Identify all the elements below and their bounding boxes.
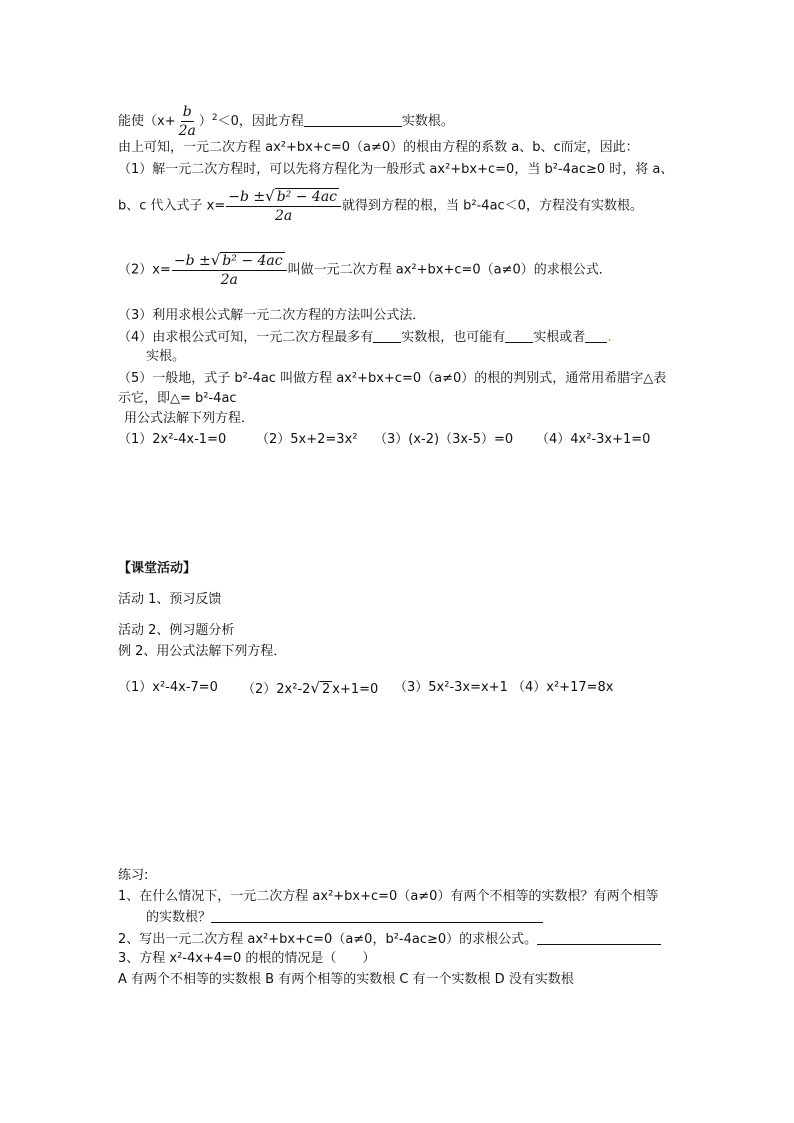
fraction-numerator: b [182,104,192,120]
intro-line-9: （5）一般地，式子 b²-4ac 叫做方程 ax²+bx+c=0（a≠0）的根的判别式，通常用希腊字△表 [118,371,667,386]
example-equation-4: （4）x²+17=8x [512,680,614,695]
text: 的实数根？ [146,910,212,925]
text: 叫做一元二次方程 ax²+bx+c=0（a≠0）的求根公式． [287,262,612,278]
superscript: 2 [211,113,218,123]
text: 实数根。 [401,114,454,129]
quadratic-formula [226,187,341,225]
text: x+1=0 [332,682,379,697]
quadratic-formula [172,251,287,289]
practice-q2 [118,930,661,949]
text: 2、写出一元二次方程 ax²+bx+c=0（a≠0，b²-4ac≥0）的求根公式。 [118,932,538,947]
answer-blank[interactable] [304,112,402,127]
square-root: √ b² − 4ac [210,251,283,269]
text: 能使（x+ [118,114,176,129]
intro-line-3: （1）解一元二次方程时，可以先将方程化为一般形式 ax²+bx+c=0，当 b²-4ac≥0 时，将 a、 [118,162,674,177]
equation-2: （2）5x+2=3x² [256,432,358,447]
text: . [607,330,612,345]
formula-numerator [172,251,287,271]
text: （4）由求根公式可知，一元二次方程最多有 [118,330,374,345]
formula-denominator: 2a [275,208,293,224]
formula-minus-b: −b ± [228,189,266,205]
intro-line-7 [118,328,611,347]
answer-blank[interactable] [585,328,607,343]
radicand: 2 [321,682,331,697]
example-equation-2 [242,679,378,699]
intro-line-4 [118,187,643,225]
section-title-activity: 【课堂活动】 [118,561,197,576]
text: 实数根，也可能有 [401,330,506,345]
fraction-denominator: 2a [178,123,196,139]
square-root: √ 2 [310,679,331,697]
practice-q3: 3、方程 x²-4x+4=0 的根的情况是（ ） [118,951,376,966]
intro-line-8: 实根。 [146,349,186,364]
example-equation-3: （3）5x²-3x=x+1 [394,680,508,695]
intro-line-10: 示它，即△= b²-4ac [118,391,237,406]
answer-blank[interactable] [211,908,543,923]
text: （2）x= [118,262,171,278]
text: 就得到方程的根，当 b²-4ac＜0，方程没有实数根。 [342,198,643,214]
intro-line-6: （3）利用求根公式解一元二次方程的方法叫公式法． [118,308,426,323]
fraction-b-over-2a [177,103,198,140]
radicand: b² − 4ac [222,253,283,269]
text: 实根或者 [533,330,586,345]
intro-line-2: 由上可知，一元二次方程 ax²+bx+c=0（a≠0）的根由方程的系数 a、b、c而定，因此： [118,140,639,155]
practice-title: 练习: [118,868,149,883]
activity-2: 活动 2、例习题分析 [118,623,235,638]
text: ＜0，因此方程 [217,114,304,129]
practice-q1: 1、在什么情况下，一元二次方程 ax²+bx+c=0（a≠0）有两个不相等的实数根？有两个相等 [118,889,659,904]
answer-blank[interactable] [373,328,401,343]
formula-numerator [226,187,341,207]
answer-blank[interactable] [505,328,533,343]
equation-4: （4）4x²-3x+1=0 [536,432,651,447]
radicand: b² − 4ac [276,189,338,205]
practice-q1-cont [146,908,543,927]
practice-q3-options: A 有两个不相等的实数根 B 有两个相等的实数根 C 有一个实数根 D 没有实数根 [118,972,574,987]
example-equation-1: （1）x²-4x-7=0 [118,680,218,695]
equation-1: （1）2x²-4x-1=0 [118,432,227,447]
answer-blank[interactable] [537,930,661,945]
intro-line-1 [118,103,454,140]
formula-denominator: 2a [220,272,238,288]
square-root: √ b² − 4ac [265,187,338,205]
text: b、c 代入式子 x= [118,198,226,214]
text: （2）2x²-2 [242,682,311,697]
text: ） [198,114,212,129]
formula-minus-b: −b ± [173,253,211,269]
example-2: 例 2、用公式法解下列方程． [118,644,287,659]
intro-line-11: 用公式法解下列方程． [124,411,255,426]
activity-1: 活动 1、预习反馈 [118,592,222,607]
intro-line-5 [118,251,612,289]
equation-3: （3）(x-2)（3x-5）=0 [374,432,514,447]
